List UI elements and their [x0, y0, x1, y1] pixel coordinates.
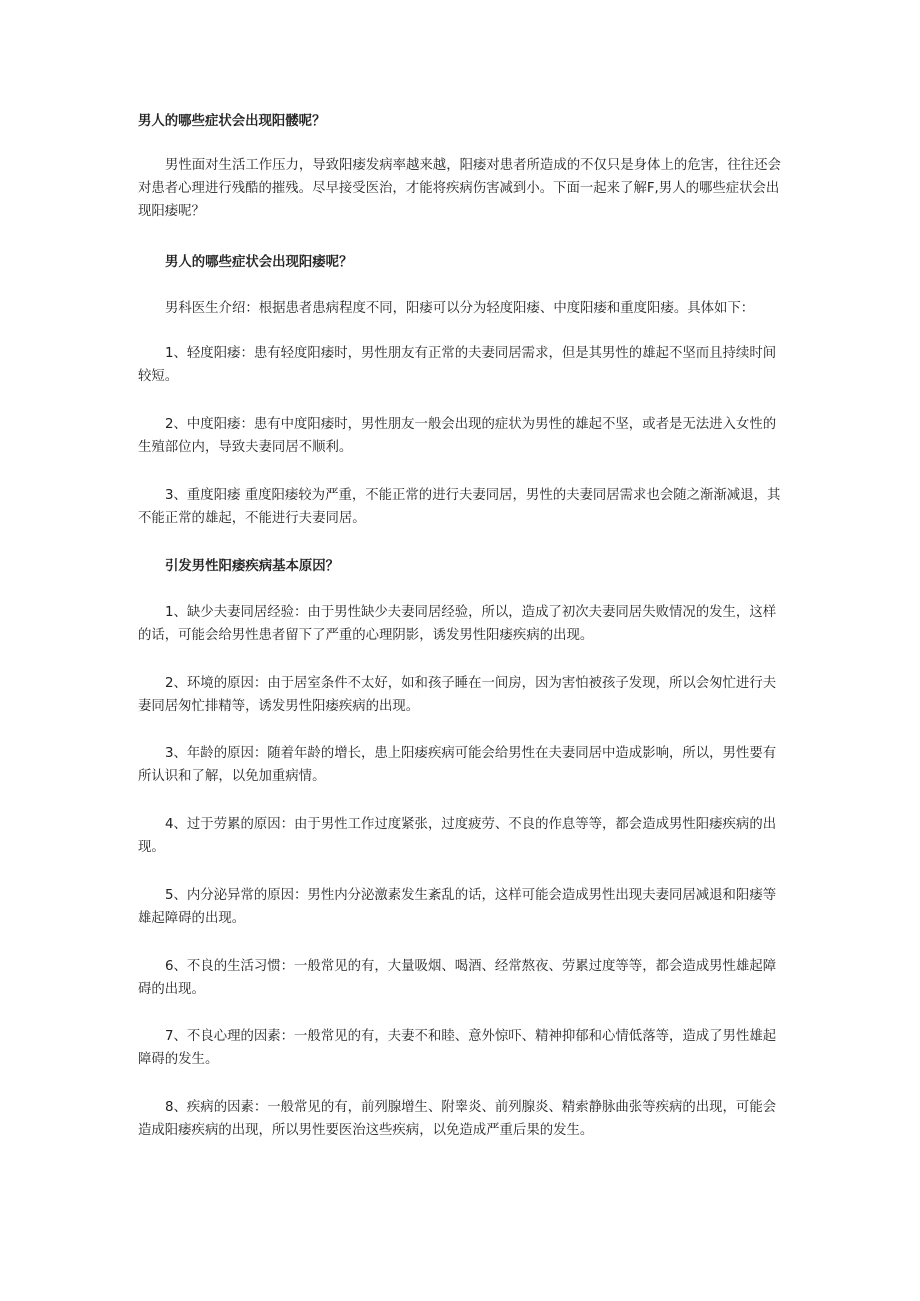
section-heading-symptoms: 男人的哪些症状会出现阳痿呢？	[165, 255, 353, 270]
cause-item: 1、缺少夫妻同居经验：由于男性缺少夫妻同居经验，所以，造成了初次夫妻同居失败情况的发生，这样的话，可能会给男性患者留下了严重的心理阴影，诱发男性阳痿疾病的出现。	[138, 605, 777, 643]
cause-item: 6、不良的生活习惯：一般常见的有，大量吸烟、喝酒、经常熬夜、劳累过度等等，都会造成男性雄起障碍的出现。	[138, 959, 777, 997]
degree-item-mild: 1、轻度阳痿：患有轻度阳痿时，男性朋友有正常的夫妻同居需求，但是其男性的雄起不坚而且持续时间较短。	[138, 346, 777, 384]
doctor-intro-paragraph: 男科医生介绍：根据患者患病程度不同，阳痿可以分为轻度阳痿、中度阳痿和重度阳痿。具体如下：	[165, 301, 755, 316]
document-title: 男人的哪些症状会出现阳髅呢？	[138, 114, 326, 129]
section-heading-causes: 引发男性阳痿疾病基本原因？	[165, 559, 340, 574]
degree-item-severe: 3、重度阳痿 重度阳痿较为严重，不能正常的进行夫妻同居，男性的夫妻同居需求也会随之渐渐减退，其不能正常的雄起，不能进行夫妻同居。	[138, 488, 781, 526]
intro-paragraph: 男性面对生活工作压力，导致阳痿发病率越来越，阳痿对患者所造成的不仅只是身体上的危害，往往还会对患者心理进行残酷的摧残。尽早接受医治，才能将疾病伤害减到小。下面一起来了解F,男人的哪些症状会出现阳痿呢？	[138, 158, 781, 219]
cause-item: 3、年龄的原因：随着年龄的增长，患上阳痿疾病可能会给男性在夫妻同居中造成影响，所以，男性要有所认识和了解，以免加重病情。	[138, 746, 777, 784]
cause-item: 4、过于劳累的原因：由于男性工作过度紧张，过度疲劳、不良的作息等等，都会造成男性阳痿疾病的出现。	[138, 817, 777, 855]
degree-item-moderate: 2、中度阳痿：患有中度阳痿时，男性朋友一般会出现的症状为男性的雄起不坚，或者是无法进入女性的生殖部位内，导致夫妻同居不顺利。	[138, 417, 777, 455]
cause-item: 7、不良心理的因素：一般常见的有，夫妻不和睦、意外惊吓、精神抑郁和心情低落等，造成了男性雄起障碍的发生。	[138, 1029, 777, 1067]
cause-item: 2、环境的原因：由于居室条件不太好，如和孩子睡在一间房，因为害怕被孩子发现，所以会匆忙进行夫妻同居匆忙排精等，诱发男性阳痿疾病的出现。	[138, 676, 777, 714]
cause-item: 8、疾病的因素：一般常见的有，前列腺增生、附睾炎、前列腺炎、精索静脉曲张等疾病的出现，可能会造成阳痿疾病的出现，所以男性要医治这些疾病，以免造成严重后果的发生。	[138, 1100, 777, 1138]
cause-item: 5、内分泌异常的原因：男性内分泌激素发生紊乱的话，这样可能会造成男性出现夫妻同居减退和阳痿等雄起障碍的出现。	[138, 888, 777, 926]
